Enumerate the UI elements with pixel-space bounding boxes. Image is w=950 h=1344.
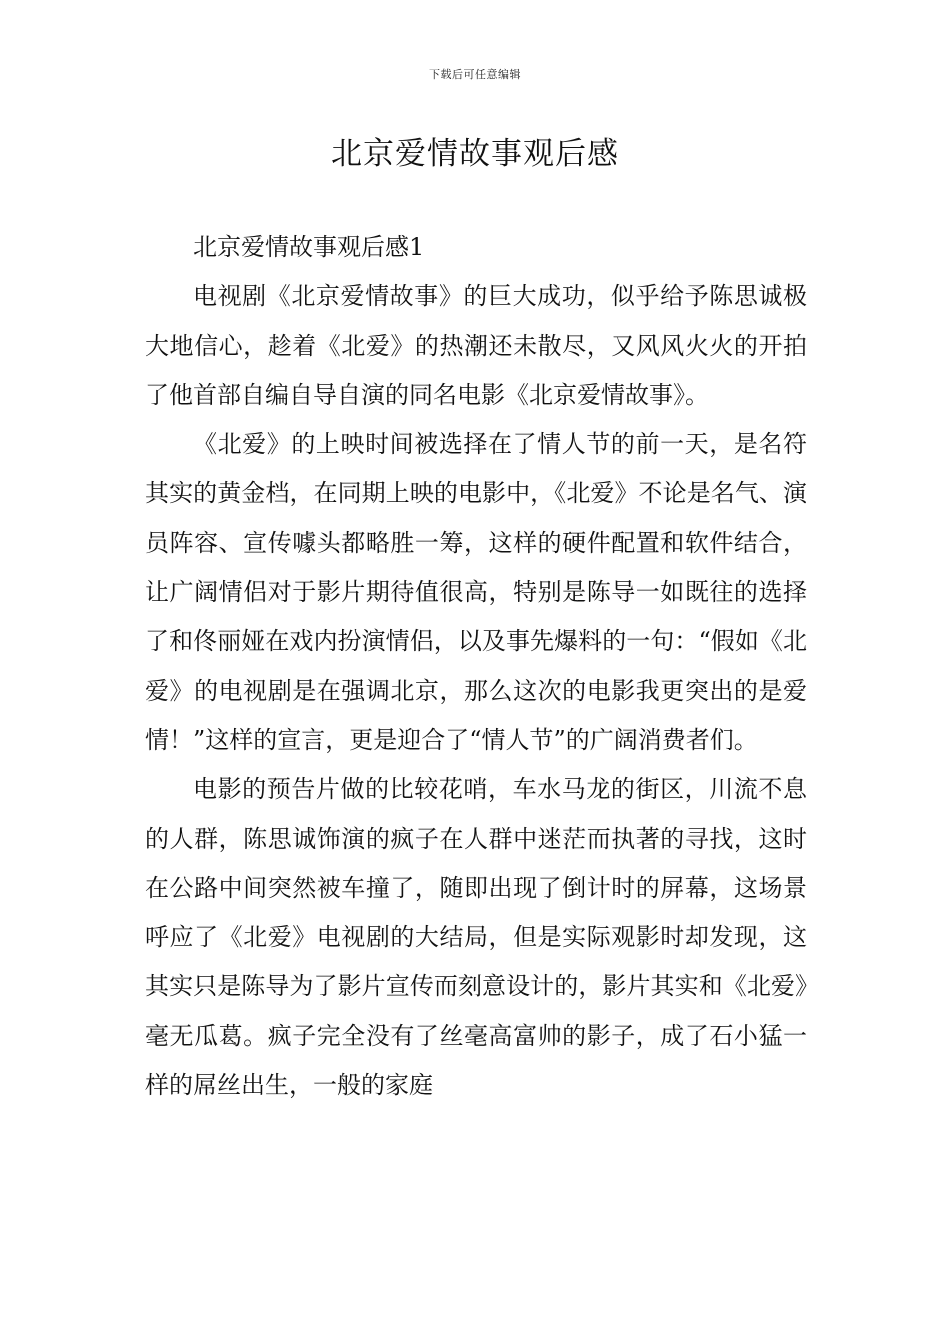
paragraph-2: 《北爱》的上映时间被选择在了情人节的前一天，是名符其实的黄金档，在同期上映的电影中，《北爱》不论是名气、演员阵容、宣传噱头都略胜一筹，这样的硬件配置和软件结合，让广阔情侣对于影片期待值很高，特别是陈导一如既往的选择了和佟丽娅在戏内扮演情侣，以及事先爆料的一句：“假如《北爱》的电视剧是在强调北京，那么这次的电影我更突出的是爱情！”这样的宣言，更是迎合了“情人节”的广阔消费者们。 xyxy=(145,430,807,754)
document-title: 北京爱情故事观后感 xyxy=(331,136,619,172)
header-note: 下载后可任意编辑 xyxy=(429,68,521,81)
paragraph-3: 电影的预告片做的比较花哨，车水马龙的街区，川流不息的人群，陈思诚饰演的疯子在人群中迷茫而执著的寻找，这时在公路中间突然被车撞了，随即出现了倒计时的屏幕，这场景呼应了《北爱》电视剧的大结局，但是实际观影时却发现，这其实只是陈导为了影片宣传而刻意设计的，影片其实和《北爱》毫无瓜葛。疯子完全没有了丝毫高富帅的影子，成了石小猛一样的屌丝出生，一般的家庭 xyxy=(145,775,807,1100)
document-body xyxy=(145,223,807,1110)
paragraph-1: 电视剧《北京爱情故事》的巨大成功，似乎给予陈思诚极大地信心，趁着《北爱》的热潮还未散尽，又风风火火的开拍了他首部自编自导自演的同名电影《北京爱情故事》。 xyxy=(145,282,807,409)
section-heading: 北京爱情故事观后感1 xyxy=(193,233,425,261)
